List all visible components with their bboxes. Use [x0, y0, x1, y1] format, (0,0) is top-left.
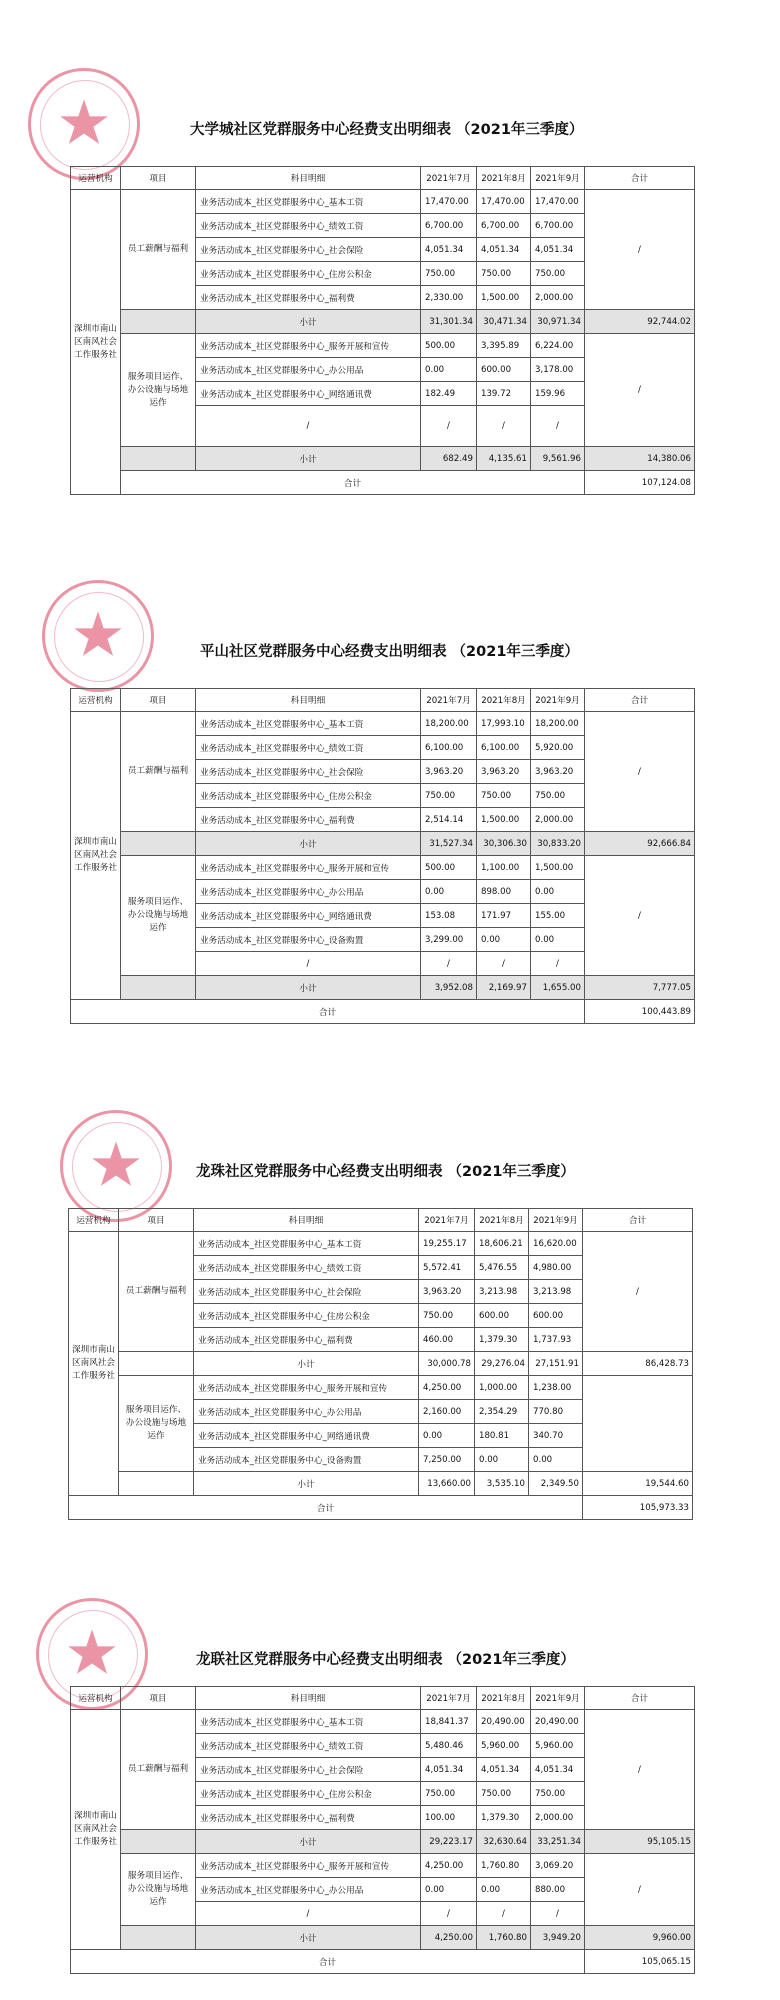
- amount-jul: 750.00: [419, 1304, 475, 1328]
- subject-cell: 业务活动成本_社区党群服务中心_住房公积金: [194, 1304, 419, 1328]
- amount-jul: 750.00: [421, 262, 477, 286]
- amount-jul: 460.00: [419, 1328, 475, 1352]
- table-title: 平山社区党群服务中心经费支出明细表 （2021年三季度）: [200, 644, 579, 660]
- amount-sep: 4,051.34: [531, 1758, 585, 1782]
- header-jul: 2021年7月: [421, 167, 477, 190]
- subject-cell: 业务活动成本_社区党群服务中心_办公用品: [196, 358, 421, 382]
- category-staff: 员工薪酬与福利: [121, 190, 196, 310]
- category-staff: 员工薪酬与福利: [121, 712, 196, 832]
- amount-aug: /: [477, 952, 531, 976]
- amount-sep: /: [531, 952, 585, 976]
- subject-cell: 业务活动成本_社区党群服务中心_绩效工资: [196, 1734, 421, 1758]
- header-subject: 科目明细: [196, 1687, 421, 1710]
- amount-sep: 750.00: [531, 262, 585, 286]
- subject-cell: 业务活动成本_社区党群服务中心_基本工资: [196, 1710, 421, 1734]
- subtotal-label: 小计: [196, 1926, 421, 1950]
- subtotal-total: 92,744.02: [585, 310, 695, 334]
- table-title: 龙珠社区党群服务中心经费支出明细表 （2021年三季度）: [196, 1164, 575, 1180]
- subtotal-jul: 3,952.08: [421, 976, 477, 1000]
- seal-stamp: [42, 580, 154, 692]
- subject-cell: 业务活动成本_社区党群服务中心_住房公积金: [196, 1782, 421, 1806]
- subtotal-jul: 682.49: [421, 447, 477, 471]
- amount-aug: 6,700.00: [477, 214, 531, 238]
- amount-aug: 1,500.00: [477, 808, 531, 832]
- amount-jul: 4,250.00: [421, 1854, 477, 1878]
- amount-jul: 18,200.00: [421, 712, 477, 736]
- total-cell: [583, 1376, 693, 1472]
- subtotal-aug: 32,630.64: [477, 1830, 531, 1854]
- amount-sep: 20,490.00: [531, 1710, 585, 1734]
- org-name: 深圳市南山区南风社会工作服务社: [69, 1232, 119, 1496]
- amount-jul: 750.00: [421, 784, 477, 808]
- header-org: 运营机构: [71, 1687, 121, 1710]
- subject-cell: 业务活动成本_社区党群服务中心_社会保险: [194, 1280, 419, 1304]
- grand-total-label: 合计: [71, 1000, 585, 1024]
- header-aug: 2021年8月: [477, 689, 531, 712]
- amount-sep: 18,200.00: [531, 712, 585, 736]
- amount-aug: 17,993.10: [477, 712, 531, 736]
- amount-aug: 20,490.00: [477, 1710, 531, 1734]
- amount-sep: 2,000.00: [531, 1806, 585, 1830]
- subtotal-jul: 13,660.00: [419, 1472, 475, 1496]
- amount-jul: 18,841.37: [421, 1710, 477, 1734]
- amount-sep: 3,963.20: [531, 760, 585, 784]
- amount-sep: 2,000.00: [531, 808, 585, 832]
- subject-cell: 业务活动成本_社区党群服务中心_社会保险: [196, 1758, 421, 1782]
- seal-stamp: [28, 68, 140, 180]
- subject-cell: 业务活动成本_社区党群服务中心_福利费: [196, 286, 421, 310]
- amount-aug: 1,000.00: [475, 1376, 529, 1400]
- amount-sep: 6,224.00: [531, 334, 585, 358]
- amount-jul: 182.49: [421, 382, 477, 406]
- amount-aug: 1,379.30: [477, 1806, 531, 1830]
- amount-sep: /: [531, 1902, 585, 1926]
- amount-sep: 5,960.00: [531, 1734, 585, 1758]
- header-jul: 2021年7月: [421, 1687, 477, 1710]
- amount-jul: 5,480.46: [421, 1734, 477, 1758]
- amount-sep: 770.80: [529, 1400, 583, 1424]
- header-item: 项目: [121, 1687, 196, 1710]
- subject-cell: 业务活动成本_社区党群服务中心_基本工资: [194, 1232, 419, 1256]
- amount-aug: 4,051.34: [477, 238, 531, 262]
- subject-cell: 业务活动成本_社区党群服务中心_设备购置: [194, 1448, 419, 1472]
- subtotal-aug: 2,169.97: [477, 976, 531, 1000]
- amount-sep: 1,238.00: [529, 1376, 583, 1400]
- subtotal-aug: 30,471.34: [477, 310, 531, 334]
- amount-aug: 1,100.00: [477, 856, 531, 880]
- amount-aug: 3,395.89: [477, 334, 531, 358]
- amount-jul: /: [421, 406, 477, 447]
- header-total: 合计: [583, 1209, 693, 1232]
- grand-total-value: 107,124.08: [585, 471, 695, 495]
- amount-jul: 0.00: [419, 1424, 475, 1448]
- amount-jul: 100.00: [421, 1806, 477, 1830]
- amount-sep: 3,069.20: [531, 1854, 585, 1878]
- subject-cell: 业务活动成本_社区党群服务中心_福利费: [194, 1328, 419, 1352]
- subject-cell: 业务活动成本_社区党群服务中心_社会保险: [196, 238, 421, 262]
- amount-sep: 4,980.00: [529, 1256, 583, 1280]
- header-sep: 2021年9月: [531, 167, 585, 190]
- category-service: 服务项目运作、办公设施与场地运作: [119, 1376, 194, 1472]
- total-slash: /: [585, 1710, 695, 1830]
- total-slash: /: [585, 334, 695, 447]
- amount-sep: 5,920.00: [531, 736, 585, 760]
- subtotal-total: 19,544.60: [583, 1472, 693, 1496]
- category-service: 服务项目运作、办公设施与场地运作: [121, 334, 196, 447]
- header-aug: 2021年8月: [475, 1209, 529, 1232]
- amount-jul: /: [421, 952, 477, 976]
- subtotal-jul: 29,223.17: [421, 1830, 477, 1854]
- subject-cell: 业务活动成本_社区党群服务中心_福利费: [196, 808, 421, 832]
- spacer-cell: [121, 976, 196, 1000]
- subtotal-label: 小计: [196, 832, 421, 856]
- spacer-cell: [119, 1352, 194, 1376]
- amount-aug: 600.00: [477, 358, 531, 382]
- subtotal-aug: 29,276.04: [475, 1352, 529, 1376]
- amount-aug: 5,960.00: [477, 1734, 531, 1758]
- grand-total-label: 合计: [71, 1950, 585, 1974]
- amount-jul: 2,514.14: [421, 808, 477, 832]
- subtotal-total: 95,105.15: [585, 1830, 695, 1854]
- amount-sep: 4,051.34: [531, 238, 585, 262]
- amount-aug: 3,963.20: [477, 760, 531, 784]
- header-jul: 2021年7月: [421, 689, 477, 712]
- subject-cell: 业务活动成本_社区党群服务中心_绩效工资: [194, 1256, 419, 1280]
- header-item: 项目: [119, 1209, 194, 1232]
- amount-jul: 500.00: [421, 334, 477, 358]
- spacer-cell: [121, 1830, 196, 1854]
- subject-cell: 业务活动成本_社区党群服务中心_办公用品: [196, 880, 421, 904]
- amount-jul: 0.00: [421, 1878, 477, 1902]
- subtotal-sep: 30,833.20: [531, 832, 585, 856]
- subtotal-total: 7,777.05: [585, 976, 695, 1000]
- category-service: 服务项目运作、办公设施与场地运作: [121, 856, 196, 976]
- subtotal-total: 9,960.00: [585, 1926, 695, 1950]
- amount-aug: 17,470.00: [477, 190, 531, 214]
- total-slash: /: [585, 712, 695, 832]
- expense-table: [70, 1686, 695, 1974]
- table-title: 大学城社区党群服务中心经费支出明细表 （2021年三季度）: [190, 122, 584, 138]
- amount-jul: 6,100.00: [421, 736, 477, 760]
- amount-jul: 19,255.17: [419, 1232, 475, 1256]
- subtotal-jul: 4,250.00: [421, 1926, 477, 1950]
- org-name: 深圳市南山区南风社会工作服务社: [71, 1710, 121, 1950]
- header-subject: 科目明细: [196, 167, 421, 190]
- amount-sep: 16,620.00: [529, 1232, 583, 1256]
- subtotal-label: 小计: [196, 1830, 421, 1854]
- subtotal-sep: 1,655.00: [531, 976, 585, 1000]
- amount-aug: /: [477, 406, 531, 447]
- subtotal-sep: 27,151.91: [529, 1352, 583, 1376]
- subtotal-total: 86,428.73: [583, 1352, 693, 1376]
- amount-sep: 159.96: [531, 382, 585, 406]
- org-name: 深圳市南山区南风社会工作服务社: [71, 712, 121, 1000]
- subtotal-label: 小计: [196, 310, 421, 334]
- grand-total-label: 合计: [121, 471, 585, 495]
- amount-jul: 750.00: [421, 1782, 477, 1806]
- amount-sep: 2,000.00: [531, 286, 585, 310]
- subject-cell: 业务活动成本_社区党群服务中心_服务开展和宣传: [196, 1854, 421, 1878]
- amount-aug: 5,476.55: [475, 1256, 529, 1280]
- star-icon: [45, 583, 151, 689]
- amount-sep: 155.00: [531, 904, 585, 928]
- grand-total-value: 105,065.15: [585, 1950, 695, 1974]
- spacer-cell: [121, 447, 196, 471]
- subtotal-jul: 31,527.34: [421, 832, 477, 856]
- header-item: 项目: [121, 689, 196, 712]
- subject-cell: /: [196, 1902, 421, 1926]
- subject-cell: /: [196, 406, 421, 447]
- amount-sep: 3,178.00: [531, 358, 585, 382]
- amount-aug: 750.00: [477, 262, 531, 286]
- amount-aug: /: [477, 1902, 531, 1926]
- star-icon: [31, 71, 137, 177]
- subtotal-aug: 4,135.61: [477, 447, 531, 471]
- header-aug: 2021年8月: [477, 167, 531, 190]
- amount-aug: 1,500.00: [477, 286, 531, 310]
- header-subject: 科目明细: [194, 1209, 419, 1232]
- subtotal-sep: 3,949.20: [531, 1926, 585, 1950]
- amount-aug: 139.72: [477, 382, 531, 406]
- subtotal-aug: 30,306.30: [477, 832, 531, 856]
- subtotal-sep: 9,561.96: [531, 447, 585, 471]
- amount-sep: 6,700.00: [531, 214, 585, 238]
- amount-sep: 3,213.98: [529, 1280, 583, 1304]
- org-name: 深圳市南山区南风社会工作服务社: [71, 190, 121, 495]
- subject-cell: 业务活动成本_社区党群服务中心_服务开展和宣传: [196, 856, 421, 880]
- amount-sep: 0.00: [529, 1448, 583, 1472]
- amount-sep: /: [531, 406, 585, 447]
- amount-jul: 500.00: [421, 856, 477, 880]
- seal-stamp: [60, 1110, 172, 1222]
- subtotal-jul: 30,000.78: [419, 1352, 475, 1376]
- amount-jul: 6,700.00: [421, 214, 477, 238]
- amount-sep: 750.00: [531, 1782, 585, 1806]
- amount-aug: 600.00: [475, 1304, 529, 1328]
- header-sep: 2021年9月: [531, 689, 585, 712]
- spacer-cell: [121, 1926, 196, 1950]
- amount-sep: 0.00: [531, 880, 585, 904]
- grand-total-label: 合计: [69, 1496, 583, 1520]
- subject-cell: 业务活动成本_社区党群服务中心_绩效工资: [196, 214, 421, 238]
- amount-jul: 0.00: [421, 880, 477, 904]
- subject-cell: 业务活动成本_社区党群服务中心_设备购置: [196, 928, 421, 952]
- amount-aug: 1,379.30: [475, 1328, 529, 1352]
- expense-table: [70, 688, 695, 1024]
- table-title: 龙联社区党群服务中心经费支出明细表 （2021年三季度）: [196, 1652, 575, 1668]
- subtotal-aug: 3,535.10: [475, 1472, 529, 1496]
- amount-aug: 1,760.80: [477, 1854, 531, 1878]
- amount-jul: 7,250.00: [419, 1448, 475, 1472]
- subtotal-label: 小计: [194, 1472, 419, 1496]
- amount-sep: 17,470.00: [531, 190, 585, 214]
- amount-sep: 880.00: [531, 1878, 585, 1902]
- amount-jul: 3,963.20: [421, 760, 477, 784]
- header-sep: 2021年9月: [529, 1209, 583, 1232]
- header-jul: 2021年7月: [419, 1209, 475, 1232]
- amount-sep: 1,737.93: [529, 1328, 583, 1352]
- amount-jul: 153.08: [421, 904, 477, 928]
- subtotal-total: 92,666.84: [585, 832, 695, 856]
- subject-cell: 业务活动成本_社区党群服务中心_服务开展和宣传: [196, 334, 421, 358]
- subject-cell: 业务活动成本_社区党群服务中心_住房公积金: [196, 784, 421, 808]
- amount-jul: 3,963.20: [419, 1280, 475, 1304]
- header-aug: 2021年8月: [477, 1687, 531, 1710]
- subject-cell: 业务活动成本_社区党群服务中心_办公用品: [196, 1878, 421, 1902]
- header-total: 合计: [585, 1687, 695, 1710]
- amount-sep: 340.70: [529, 1424, 583, 1448]
- amount-aug: 3,213.98: [475, 1280, 529, 1304]
- amount-aug: 0.00: [477, 928, 531, 952]
- star-icon: [63, 1113, 169, 1219]
- grand-total-value: 100,443.89: [585, 1000, 695, 1024]
- amount-aug: 750.00: [477, 784, 531, 808]
- header-total: 合计: [585, 167, 695, 190]
- subtotal-sep: 2,349.50: [529, 1472, 583, 1496]
- amount-aug: 171.97: [477, 904, 531, 928]
- header-org: 运营机构: [69, 1209, 119, 1232]
- subtotal-sep: 33,251.34: [531, 1830, 585, 1854]
- header-item: 项目: [121, 167, 196, 190]
- amount-aug: 180.81: [475, 1424, 529, 1448]
- spacer-cell: [121, 310, 196, 334]
- amount-sep: 0.00: [531, 928, 585, 952]
- amount-aug: 0.00: [475, 1448, 529, 1472]
- subject-cell: 业务活动成本_社区党群服务中心_社会保险: [196, 760, 421, 784]
- amount-aug: 0.00: [477, 1878, 531, 1902]
- amount-jul: 4,051.34: [421, 238, 477, 262]
- subtotal-jul: 31,301.34: [421, 310, 477, 334]
- category-service: 服务项目运作、办公设施与场地运作: [121, 1854, 196, 1926]
- total-slash: /: [585, 1854, 695, 1926]
- amount-sep: 600.00: [529, 1304, 583, 1328]
- amount-jul: 3,299.00: [421, 928, 477, 952]
- amount-sep: 750.00: [531, 784, 585, 808]
- subject-cell: 业务活动成本_社区党群服务中心_网络通讯费: [196, 382, 421, 406]
- subtotal-label: 小计: [194, 1352, 419, 1376]
- amount-jul: 4,051.34: [421, 1758, 477, 1782]
- grand-total-value: 105,973.33: [583, 1496, 693, 1520]
- amount-jul: 2,330.00: [421, 286, 477, 310]
- amount-jul: 2,160.00: [419, 1400, 475, 1424]
- category-staff: 员工薪酬与福利: [119, 1232, 194, 1352]
- amount-jul: 0.00: [421, 358, 477, 382]
- spacer-cell: [121, 832, 196, 856]
- amount-jul: 4,250.00: [419, 1376, 475, 1400]
- subtotal-label: 小计: [196, 447, 421, 471]
- subject-cell: 业务活动成本_社区党群服务中心_网络通讯费: [194, 1424, 419, 1448]
- amount-aug: 2,354.29: [475, 1400, 529, 1424]
- total-slash: /: [583, 1232, 693, 1352]
- subject-cell: 业务活动成本_社区党群服务中心_服务开展和宣传: [194, 1376, 419, 1400]
- subtotal-label: 小计: [196, 976, 421, 1000]
- subject-cell: 业务活动成本_社区党群服务中心_基本工资: [196, 712, 421, 736]
- subtotal-aug: 1,760.80: [477, 1926, 531, 1950]
- subject-cell: 业务活动成本_社区党群服务中心_基本工资: [196, 190, 421, 214]
- subject-cell: 业务活动成本_社区党群服务中心_住房公积金: [196, 262, 421, 286]
- subject-cell: 业务活动成本_社区党群服务中心_福利费: [196, 1806, 421, 1830]
- total-slash: /: [585, 856, 695, 976]
- subtotal-total: 14,380.06: [585, 447, 695, 471]
- header-sep: 2021年9月: [531, 1687, 585, 1710]
- subject-cell: 业务活动成本_社区党群服务中心_网络通讯费: [196, 904, 421, 928]
- expense-table: [68, 1208, 693, 1520]
- amount-jul: 5,572.41: [419, 1256, 475, 1280]
- amount-aug: 6,100.00: [477, 736, 531, 760]
- header-total: 合计: [585, 689, 695, 712]
- amount-jul: 17,470.00: [421, 190, 477, 214]
- header-org: 运营机构: [71, 689, 121, 712]
- subtotal-sep: 30,971.34: [531, 310, 585, 334]
- amount-aug: 750.00: [477, 1782, 531, 1806]
- amount-aug: 4,051.34: [477, 1758, 531, 1782]
- header-subject: 科目明细: [196, 689, 421, 712]
- amount-aug: 18,606.21: [475, 1232, 529, 1256]
- amount-jul: /: [421, 1902, 477, 1926]
- category-staff: 员工薪酬与福利: [121, 1710, 196, 1830]
- amount-aug: 898.00: [477, 880, 531, 904]
- header-org: 运营机构: [71, 167, 121, 190]
- subject-cell: 业务活动成本_社区党群服务中心_绩效工资: [196, 736, 421, 760]
- total-slash: /: [585, 190, 695, 310]
- subject-cell: 业务活动成本_社区党群服务中心_办公用品: [194, 1400, 419, 1424]
- expense-table: [70, 166, 695, 495]
- spacer-cell: [119, 1472, 194, 1496]
- amount-sep: 1,500.00: [531, 856, 585, 880]
- subject-cell: /: [196, 952, 421, 976]
